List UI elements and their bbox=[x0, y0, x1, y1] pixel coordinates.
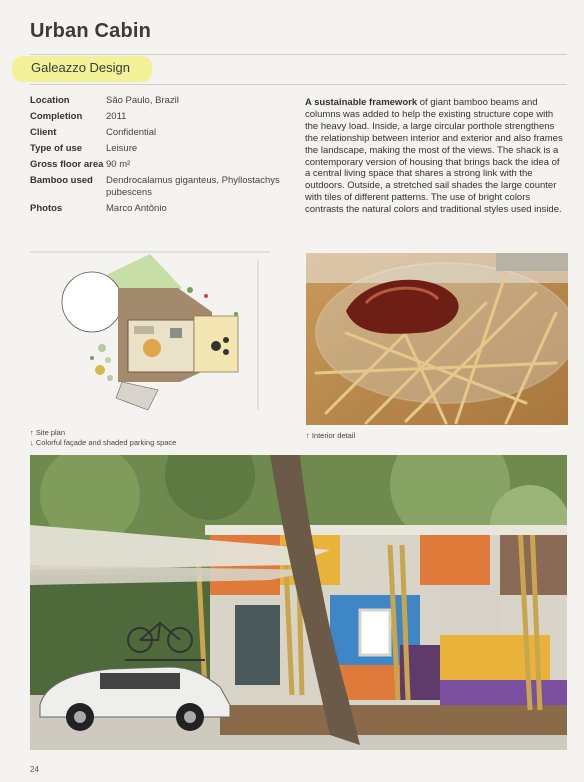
interior-caption: ↑ Interior detail bbox=[306, 431, 356, 440]
project-description bbox=[305, 97, 567, 216]
site-plan-image bbox=[30, 250, 270, 418]
fact-row bbox=[30, 143, 281, 159]
description-body: of giant bamboo beams and columns was added to help the existing structure cope with the heavy load. Inside, a large circular porthole strengthens the relationship between interior and exterior and also frames the landscape, making the most of the views. The shack is a contemporary version of housing that brings back the idea of a central living space that shares a strong link with the outdoors. Outside, a stretched sail shades the large counter with tiles of different patterns. The use of bright colors contrasts the natural colors and traditional styles used inside. bbox=[305, 97, 563, 216]
page-title: Urban Cabin bbox=[30, 20, 152, 42]
fact-value: Leisure bbox=[106, 143, 138, 154]
fact-value: 90 m² bbox=[106, 159, 131, 170]
facade-photo bbox=[30, 455, 567, 750]
fact-value: São Paulo, Brazil bbox=[106, 95, 179, 106]
fact-label: Location bbox=[30, 95, 70, 106]
fact-row bbox=[30, 203, 281, 219]
fact-row bbox=[30, 159, 281, 175]
fact-label: Bamboo used bbox=[30, 175, 93, 186]
fact-value: Confidential bbox=[106, 127, 157, 138]
fact-row bbox=[30, 127, 281, 143]
fact-row bbox=[30, 175, 281, 203]
fact-label: Client bbox=[30, 127, 57, 138]
left-captions bbox=[30, 428, 176, 448]
fact-label: Type of use bbox=[30, 143, 83, 154]
interior-photo bbox=[306, 253, 568, 425]
site-plan-caption: ↑ Site plan bbox=[30, 428, 66, 437]
fact-label: Gross floor area bbox=[30, 159, 104, 170]
fact-value: 2011 bbox=[106, 111, 127, 122]
fact-row bbox=[30, 95, 281, 111]
fact-label: Photos bbox=[30, 203, 63, 214]
fact-row bbox=[30, 111, 281, 127]
page-number: 24 bbox=[30, 765, 39, 774]
designer-divider bbox=[30, 84, 567, 85]
project-facts bbox=[30, 95, 281, 219]
description-lead: A sustainable framework bbox=[305, 97, 418, 108]
fact-value: Marco Antônio bbox=[106, 203, 167, 214]
designer-name: Galeazzo Design bbox=[31, 60, 130, 75]
fact-label: Completion bbox=[30, 111, 83, 122]
designer-block bbox=[12, 54, 152, 84]
fact-value: Dendrocalamus giganteus, Phyllostachys pubescens bbox=[106, 175, 280, 198]
facade-caption: ↓ Colorful façade and shaded parking space bbox=[30, 438, 177, 447]
